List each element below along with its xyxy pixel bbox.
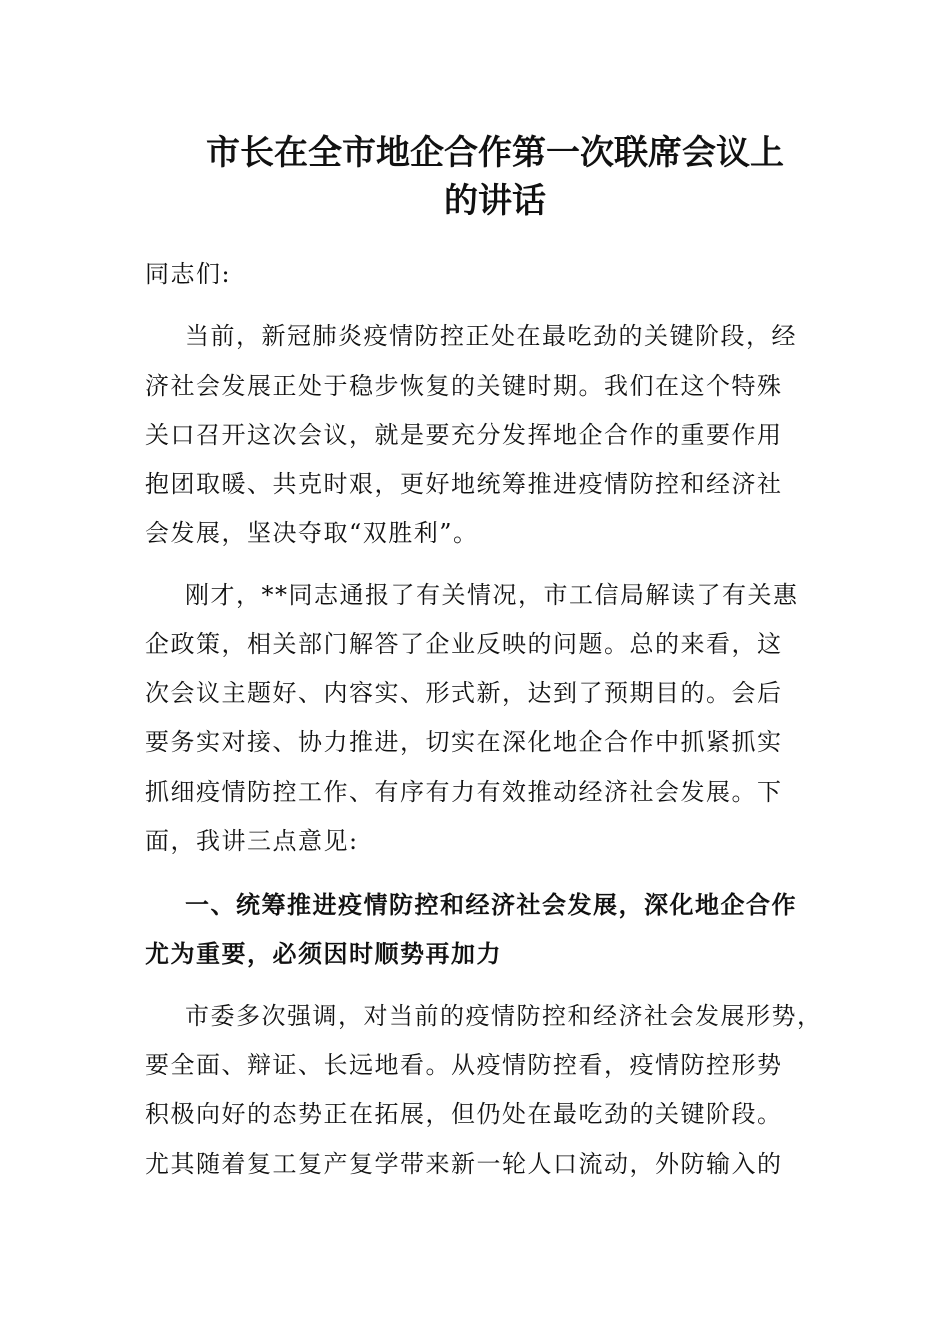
paragraph-line: 抓细疫情防控工作、有序有力有效推动经济社会发展。下 bbox=[145, 778, 783, 806]
salutation: 同志们: bbox=[145, 260, 232, 288]
paragraph-line: 市委多次强调，对当前的疫情防控和经济社会发展形势， bbox=[185, 1002, 823, 1030]
paragraph-line: 刚才，**同志通报了有关情况，市工信局解读了有关惠 bbox=[185, 581, 799, 609]
document-title-line-2: 的讲话 bbox=[444, 181, 546, 221]
paragraph-line: 关口召开这次会议，就是要充分发挥地企合作的重要作用 bbox=[145, 421, 783, 449]
paragraph-line: 会发展，坚决夺取“双胜利”。 bbox=[145, 519, 479, 547]
paragraph-line: 面，我讲三点意见: bbox=[145, 827, 359, 855]
paragraph-line: 积极向好的态势正在拓展，但仍处在最吃劲的关键阶段。 bbox=[145, 1100, 783, 1128]
section-heading-line: 尤为重要，必须因时顺势再加力 bbox=[145, 939, 502, 968]
section-heading-line: 一、统筹推进疫情防控和经济社会发展，深化地企合作 bbox=[185, 890, 797, 919]
paragraph-line: 要务实对接、协力推进，切实在深化地企合作中抓紧抓实 bbox=[145, 728, 783, 756]
paragraph-line: 抱团取暖、共克时艰，更好地统筹推进疫情防控和经济社 bbox=[145, 470, 783, 498]
document-title-line-1: 市长在全市地企合作第一次联席会议上 bbox=[206, 133, 784, 173]
paragraph-line: 尤其随着复工复产复学带来新一轮人口流动，外防输入的 bbox=[145, 1150, 783, 1178]
paragraph-line: 要全面、辩证、长远地看。从疫情防控看，疫情防控形势 bbox=[145, 1051, 783, 1079]
paragraph-line: 次会议主题好、内容实、形式新，达到了预期目的。会后 bbox=[145, 679, 783, 707]
paragraph-line: 企政策，相关部门解答了企业反映的问题。总的来看，这 bbox=[145, 630, 783, 658]
paragraph-line: 当前，新冠肺炎疫情防控正处在最吃劲的关键阶段，经 bbox=[185, 322, 797, 350]
paragraph-line: 济社会发展正处于稳步恢复的关键时期。我们在这个特殊 bbox=[145, 372, 783, 400]
